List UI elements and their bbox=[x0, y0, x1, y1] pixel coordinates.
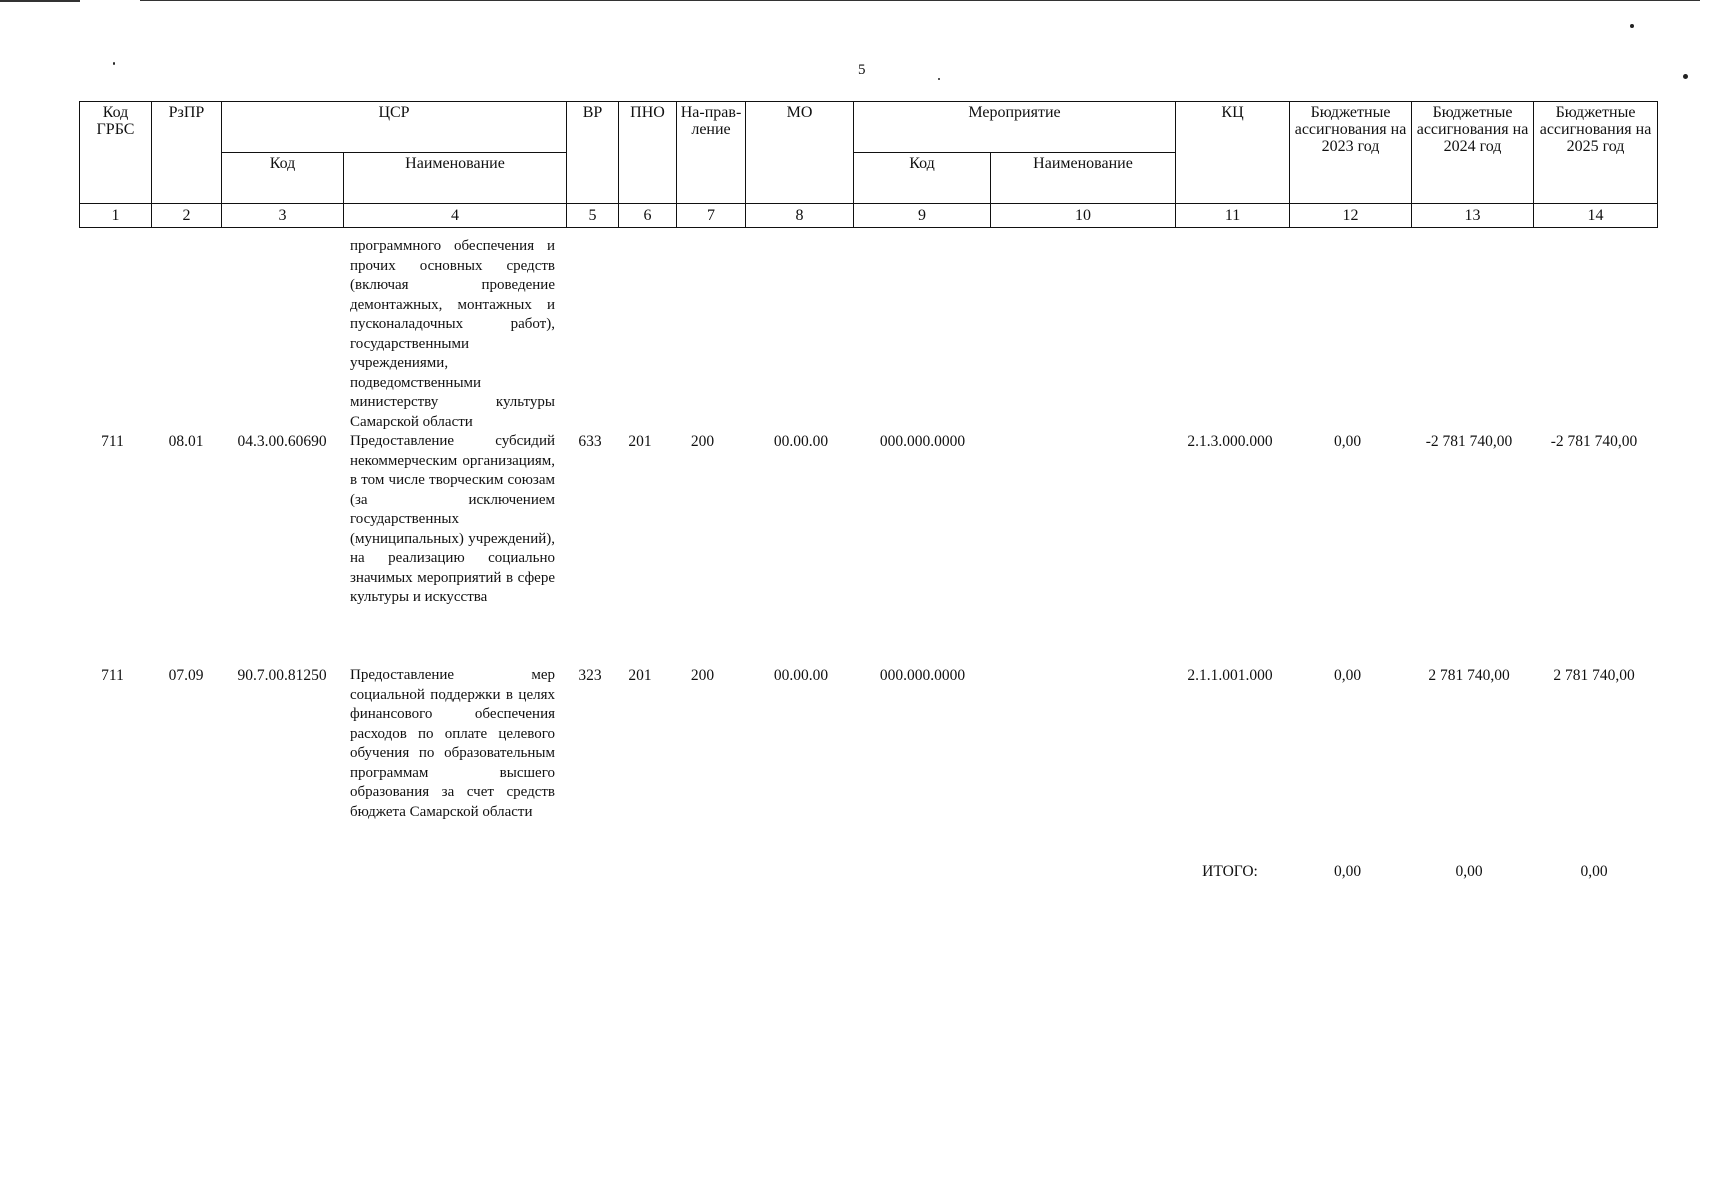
header-mer-kod: Код bbox=[854, 153, 991, 204]
header-napravlenie: На-прав-ление bbox=[677, 102, 746, 204]
cell-budget-2023: 0,00 bbox=[1333, 433, 1362, 450]
cell-csr-code: 04.3.00.60690 bbox=[237, 433, 327, 450]
cell-budget-2025: -2 781 740,00 bbox=[1550, 433, 1638, 450]
continuation-description: программного обеспечения и прочих основных средств (включая проведение демонтажных, монтажных и пусконаладочных работ), государственными учреждениями, подведомственными министерству культуры Самарской области bbox=[350, 238, 555, 430]
cell-kc: 2.1.3.000.000 bbox=[1187, 433, 1273, 450]
cell-csr-code: 90.7.00.81250 bbox=[237, 667, 327, 684]
scan-dot bbox=[113, 62, 115, 65]
cell-vr: 323 bbox=[578, 667, 602, 684]
cell-kc: 2.1.1.001.000 bbox=[1187, 667, 1273, 684]
cell-grbs: 711 bbox=[101, 433, 124, 450]
header-rzpr: РзПР bbox=[152, 102, 222, 204]
cell-mer-code: 000.000.0000 bbox=[879, 433, 966, 450]
cell-napr: 200 bbox=[690, 433, 715, 450]
cell-budget-2025: 2 781 740,00 bbox=[1553, 667, 1635, 684]
cell-csr-name: Предоставление мер социальной поддержки в целях финансового обеспечения расходов по оплате целевого обучения по образовательным программам высшего образования за счет средств бюджета Самарской области bbox=[350, 667, 555, 820]
scan-dot bbox=[1683, 74, 1688, 79]
header-mo: МО bbox=[746, 102, 854, 204]
header-meropriyatie: Мероприятие bbox=[854, 102, 1176, 153]
col-number: 14 bbox=[1534, 204, 1658, 228]
cell-vr: 633 bbox=[578, 433, 602, 450]
col-number: 8 bbox=[746, 204, 854, 228]
col-number: 5 bbox=[567, 204, 619, 228]
header-pno: ПНО bbox=[619, 102, 677, 204]
header-kc: КЦ bbox=[1176, 102, 1290, 204]
header-csr: ЦСР bbox=[222, 102, 567, 153]
header-mer-name: Наименование bbox=[991, 153, 1176, 204]
header-csr-name: Наименование bbox=[344, 153, 567, 204]
scan-dot bbox=[938, 78, 940, 80]
col-number: 9 bbox=[854, 204, 991, 228]
table-header bbox=[79, 101, 1658, 228]
page-number: 5 bbox=[858, 62, 866, 78]
header-kod-grbs: Код ГРБС bbox=[80, 102, 152, 204]
col-number: 7 bbox=[677, 204, 746, 228]
col-number: 4 bbox=[344, 204, 567, 228]
cell-budget-2024: -2 781 740,00 bbox=[1425, 433, 1513, 450]
cell-mo: 00.00.00 bbox=[773, 667, 829, 684]
cell-napr: 200 bbox=[690, 667, 715, 684]
total-budget-2023: 0,00 bbox=[1333, 863, 1362, 880]
col-number: 1 bbox=[80, 204, 152, 228]
col-number: 11 bbox=[1176, 204, 1290, 228]
scan-dot bbox=[1630, 24, 1634, 28]
cell-grbs: 711 bbox=[101, 667, 124, 684]
cell-pno: 201 bbox=[628, 667, 652, 684]
header-budget-2024: Бюджетные ассигнования на 2024 год bbox=[1412, 102, 1534, 204]
header-budget-2023: Бюджетные ассигнования на 2023 год bbox=[1290, 102, 1412, 204]
col-number: 3 bbox=[222, 204, 344, 228]
cell-rzpr: 08.01 bbox=[168, 433, 204, 450]
cell-mer-code: 000.000.0000 bbox=[879, 667, 966, 684]
cell-mo: 00.00.00 bbox=[773, 433, 829, 450]
scan-top-rule bbox=[140, 0, 1700, 1]
header-budget-2025: Бюджетные ассигнования на 2025 год bbox=[1534, 102, 1658, 204]
header-vr: ВР bbox=[567, 102, 619, 204]
col-number: 2 bbox=[152, 204, 222, 228]
cell-pno: 201 bbox=[628, 433, 652, 450]
scan-top-rule bbox=[0, 0, 80, 2]
cell-csr-name: Предоставление субсидий некоммерческим организациям, в том числе творческим союзам (за исключением государственных (муниципальных) учреждений), на реализацию социально значимых мероприятий в сфере культуры и искусства bbox=[350, 433, 555, 605]
col-number: 12 bbox=[1290, 204, 1412, 228]
total-budget-2025: 0,00 bbox=[1580, 863, 1608, 880]
total-budget-2024: 0,00 bbox=[1455, 863, 1483, 880]
cell-budget-2024: 2 781 740,00 bbox=[1428, 667, 1510, 684]
col-number: 13 bbox=[1412, 204, 1534, 228]
total-label: ИТОГО: bbox=[1202, 863, 1258, 880]
cell-budget-2023: 0,00 bbox=[1333, 667, 1362, 684]
cell-rzpr: 07.09 bbox=[168, 667, 204, 684]
header-csr-kod: Код bbox=[222, 153, 344, 204]
col-number: 6 bbox=[619, 204, 677, 228]
col-number: 10 bbox=[991, 204, 1176, 228]
